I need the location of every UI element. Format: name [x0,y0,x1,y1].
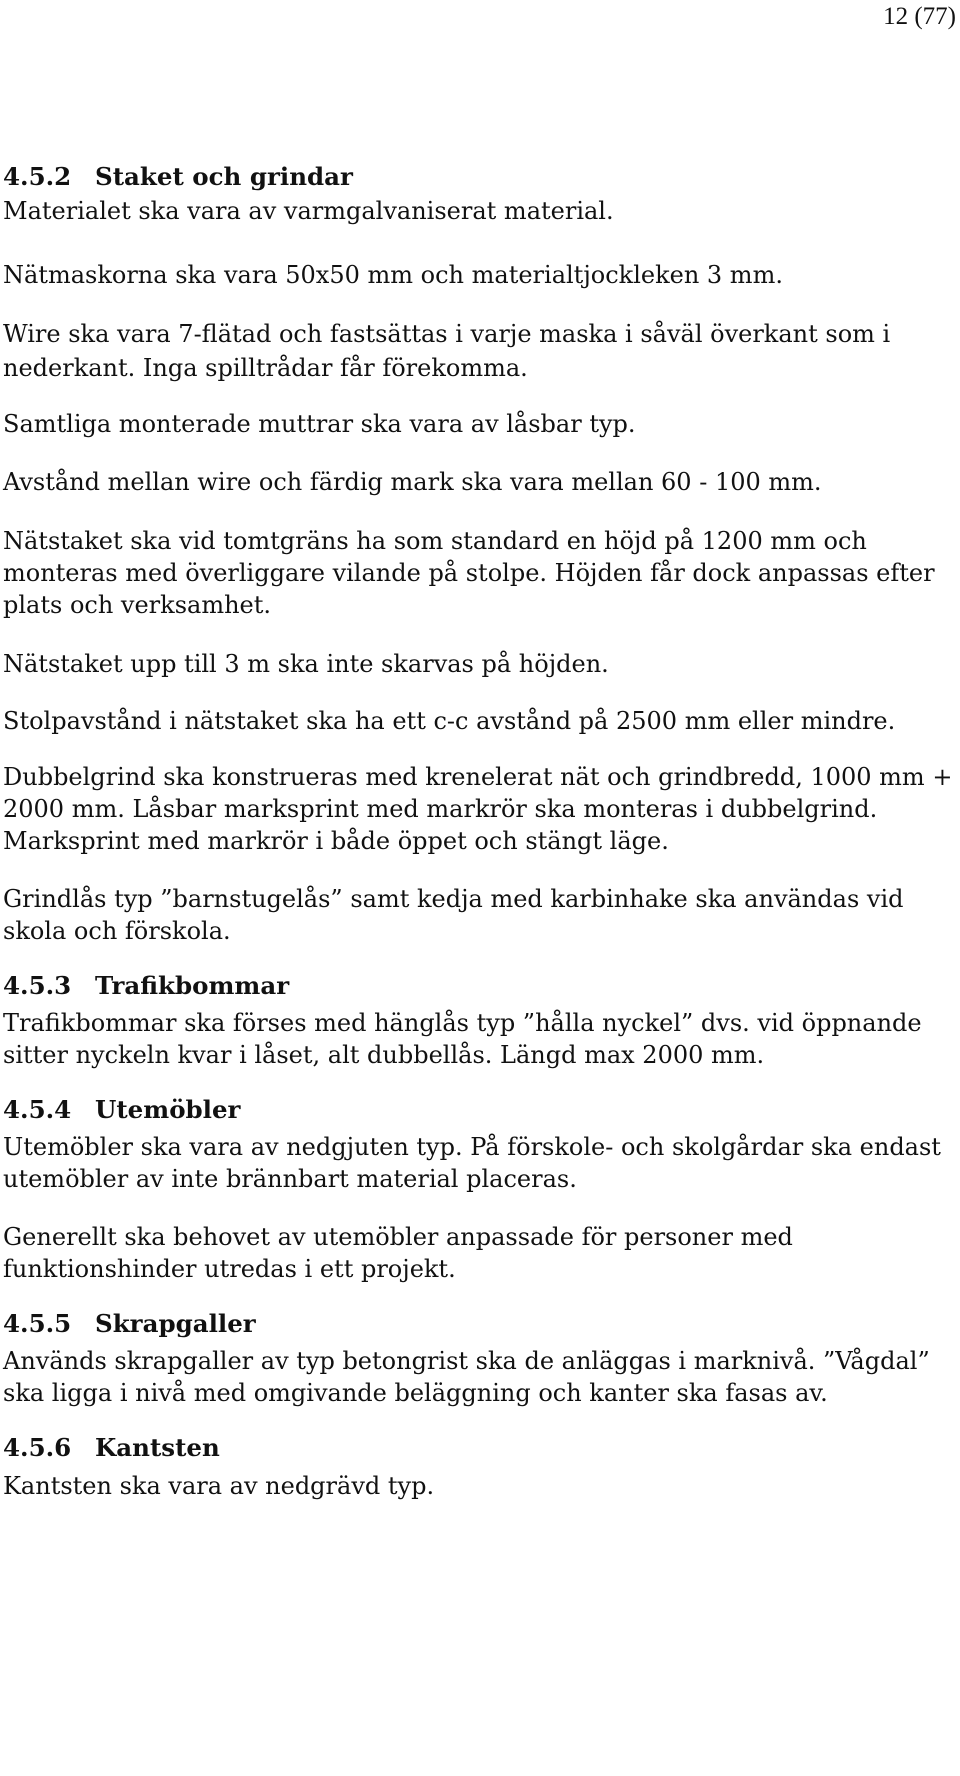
paragraph: Dubbelgrind ska konstrueras med krenelerat nät och grindbredd, 1000 mm + 2000 mm. Låsbar marksprint med markrör ska monteras i dubbelgrind. Marksprint med markrör i både öppet och stängt läge. [3,763,953,855]
paragraph: Utemöbler ska vara av nedgjuten typ. På förskole- och skolgårdar ska endast utemöbler av inte brännbart material placeras. [3,1133,941,1193]
section-number: 4.5.5 [3,1309,72,1338]
section-kantsten [3,1431,955,1503]
section-number: 4.5.3 [3,971,72,1000]
section-staket-och-grindar [3,160,955,947]
section-heading [3,1307,955,1341]
document-body [3,160,955,1503]
section-heading [3,969,955,1003]
page-number: 12 (77) [883,3,956,30]
paragraph: Wire ska vara 7-flätad och fastsättas i varje maska i såväl överkant som i nederkant. Inga spilltrådar får förekomma. [3,320,891,382]
paragraph: Avstånd mellan wire och färdig mark ska vara mellan 60 - 100 mm. [3,468,822,496]
paragraph: Grindlås typ ”barnstugelås” samt kedja med karbinhake ska användas vid skola och förskola. [3,885,904,945]
paragraph: Nätstaket upp till 3 m ska inte skarvas på höjden. [3,650,609,678]
section-utemobler [3,1093,955,1285]
paragraph: Nätstaket ska vid tomtgräns ha som standard en höjd på 1200 mm och monteras med överliggare vilande på stolpe. Höjden får dock anpassas efter plats och verksamhet. [3,527,935,619]
section-trafikbommar [3,969,955,1071]
section-title: Utemöbler [95,1095,241,1124]
paragraph: Kantsten ska vara av nedgrävd typ. [3,1472,435,1500]
paragraph: Stolpavstånd i nätstaket ska ha ett c-c avstånd på 2500 mm eller mindre. [3,707,896,735]
paragraph: Trafikbommar ska förses med hänglås typ ”hålla nyckel” dvs. vid öppnande sitter nyckeln kvar i låset, alt dubbellås. Längd max 2000 mm. [3,1009,922,1069]
paragraph: Nätmaskorna ska vara 50x50 mm och materialtjockleken 3 mm. [3,261,783,289]
section-number: 4.5.6 [3,1433,72,1462]
section-title: Trafikbommar [95,971,290,1000]
section-number: 4.5.2 [3,162,72,191]
paragraph: Materialet ska vara av varmgalvaniserat material. [3,197,614,225]
section-title: Skrapgaller [95,1309,256,1338]
section-title: Staket och grindar [95,162,353,191]
section-heading [3,160,955,194]
section-title: Kantsten [95,1433,220,1462]
section-heading [3,1093,955,1127]
section-heading [3,1431,955,1465]
section-skrapgaller [3,1307,955,1409]
section-number: 4.5.4 [3,1095,72,1124]
paragraph: Generellt ska behovet av utemöbler anpassade för personer med funktionshinder utredas i ett projekt. [3,1223,793,1283]
paragraph: Används skrapgaller av typ betongrist ska de anläggas i marknivå. ”Vågdal” ska ligga i nivå med omgivande beläggning och kanter ska fasas av. [3,1347,930,1407]
paragraph: Samtliga monterade muttrar ska vara av låsbar typ. [3,410,636,438]
